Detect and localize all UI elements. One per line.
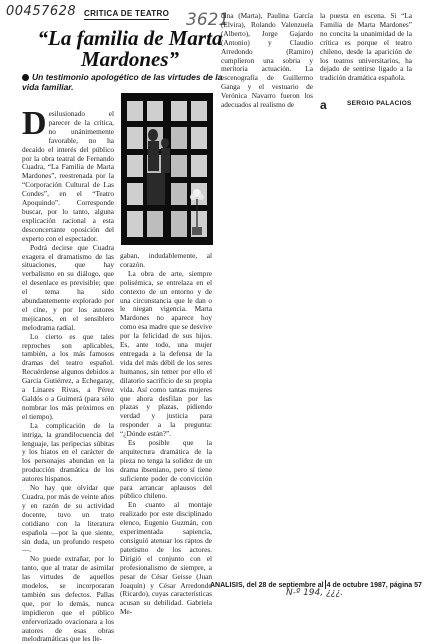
article-subtitle (22, 72, 227, 92)
paragraph: Es posible que la arquitectura dramática de la pieza no tenga la solidez de un drama ibseniano, pero sí tiene suficiente poder de convicción para arrancar aplausos del público chileno. (120, 438, 212, 501)
dropcap: D (22, 105, 47, 142)
section-label: CRITICA DE TEATRO (84, 9, 170, 18)
article-column-1 (22, 105, 114, 644)
paragraph: En cuanto al montaje realizado por este disciplinado elenco, Eugenio Guzmán, con experimentada sapiencia, consiguió atenuar los raptos de patetismo de los actores. Dirigió el conjunto con el profesionalismo de siempre, a pesar de César Geisse (Juan Joaquín) y César Arredondo (Ricardo), cuyas características acusan su debilidad. Gabriela Me- (120, 500, 212, 617)
article-column-4 (320, 12, 412, 110)
handwritten-note: N-º 194, ¿¿¿. (286, 588, 344, 598)
paragraph: No hay que olvidar que Cuadra, por más de veinte años y en razón de su actividad docente, tuvo un trato cotidiano con la literatura española —por la que siente, sin duda, un profundo respeto—. (22, 483, 114, 555)
date-text: , del 28 de septiembre al (242, 582, 324, 589)
subtitle-text: Un testimonio apologético de las virtudes de la vida familiar. (22, 72, 223, 92)
publication-name: ANALISIS (210, 582, 243, 589)
archive-code: 00457628 (6, 4, 77, 19)
date-text-2: 4 de octubre 1987, página 57 (326, 582, 422, 589)
paragraph: dina (Marta), Paulina García (Elvira), Rolando Valenzuela (Alberto), Jorge Gajardo (Antonio) y Claudio Arredondo (Ramiro) cumplieron una sobria y meritoria actuación. La escenografía de Guillermo Ganga y el vestuario de Verónica Navarro fueron los adecuados al realismo de (221, 11, 313, 110)
paragraph: La obra de arte, siempre polisémica, se entrelaza en el contexto de un entorno y de una circunstancia que le dan o le niegan vigencia. Marta Mardones no aparece hoy como esa madre que se desvive por la felicidad de sus hijos. Es, ante todo, una mujer entregada a la defensa de la vida del más débil de los seres humanos, sin temer por ello el dilatorio sacrificio de su propia vida. Así como tantas mujeres que ahora desfilan por las plazas y plazas, pidiendo verdad y justicia para responder a la pregunta: “¿Dónde están?”. (120, 268, 212, 439)
window-with-figures-photo-icon (121, 93, 213, 245)
paragraph: gaban, indudablemente, al corazón. (120, 251, 212, 269)
paragraph: La complicación de la intriga, la grandilocuencia del lenguaje, las peripecias súbitas y los hiatos en el carácter de los personajes abundan en la producción dramática de los autores hispanos. (22, 420, 114, 484)
article-title: “La familia de Marta Mardones” (37, 26, 223, 71)
handwritten-number: 3621 (186, 10, 230, 30)
stage-photo (121, 93, 213, 245)
paragraph: No puede extrañar, por lo tanto, que al tratar de asimilar las virtudes de aquellos modelos, se incorporaran también sus defectos. Pallas que, por lo demás, nunca impidieron que el público enfervorizado ovacionara a los autores de esas obras melodramáticas que les lle- (22, 554, 114, 644)
paragraph: Podrá decirse que Cuadra exagera el dramatismo de las situaciones, que hay verbalismo en su diálogo, que el desenlace es previsible; que el tema ha sido abundantemente explorado por el cine, y por los autores mejicanos, en el sensiblero melodrama radial. (22, 242, 114, 332)
paragraph: Lo cierto es que tales reproches son aplicables, también, a los más famosos dramas del teatro español. Recuérdense algunos debidos a García Gutiérrez, a Echegaray, a Linares Rivas, a Pérez Galdós o a Guimerá (para sólo nombrar los más próximos en el tiempo). (22, 331, 114, 421)
article-column-3 (221, 12, 313, 110)
paragraph: la puesta en escena. Si “La Familia de Marta Mardones” no concita la unanimidad de la crítica es porque el teatro chileno, desde la aparición de los teatros universitarios, ha dejado de sentirse ligado a la tradición dramática española. (320, 11, 412, 83)
author-signature: SERGIO PALACIOS (347, 100, 412, 107)
article-column-2 (120, 251, 212, 617)
paragraph: Desilusionado el parecer de la crítica, no unánimemente favorable, no ha decaído el interés del público por la obra teatral de Fernando Cuadra, “La Familia de Marta Mardones”, reestrenada por la “Corporación Cultural de Las Condes”, en el “Teatro Apoquindo”. Corresponde buscar, por lo tanto, alguna explicación racional a esta desconcertante oposición del experto con el espectador. (22, 105, 114, 243)
end-mark: a (320, 98, 327, 112)
bullet-icon (22, 74, 29, 81)
